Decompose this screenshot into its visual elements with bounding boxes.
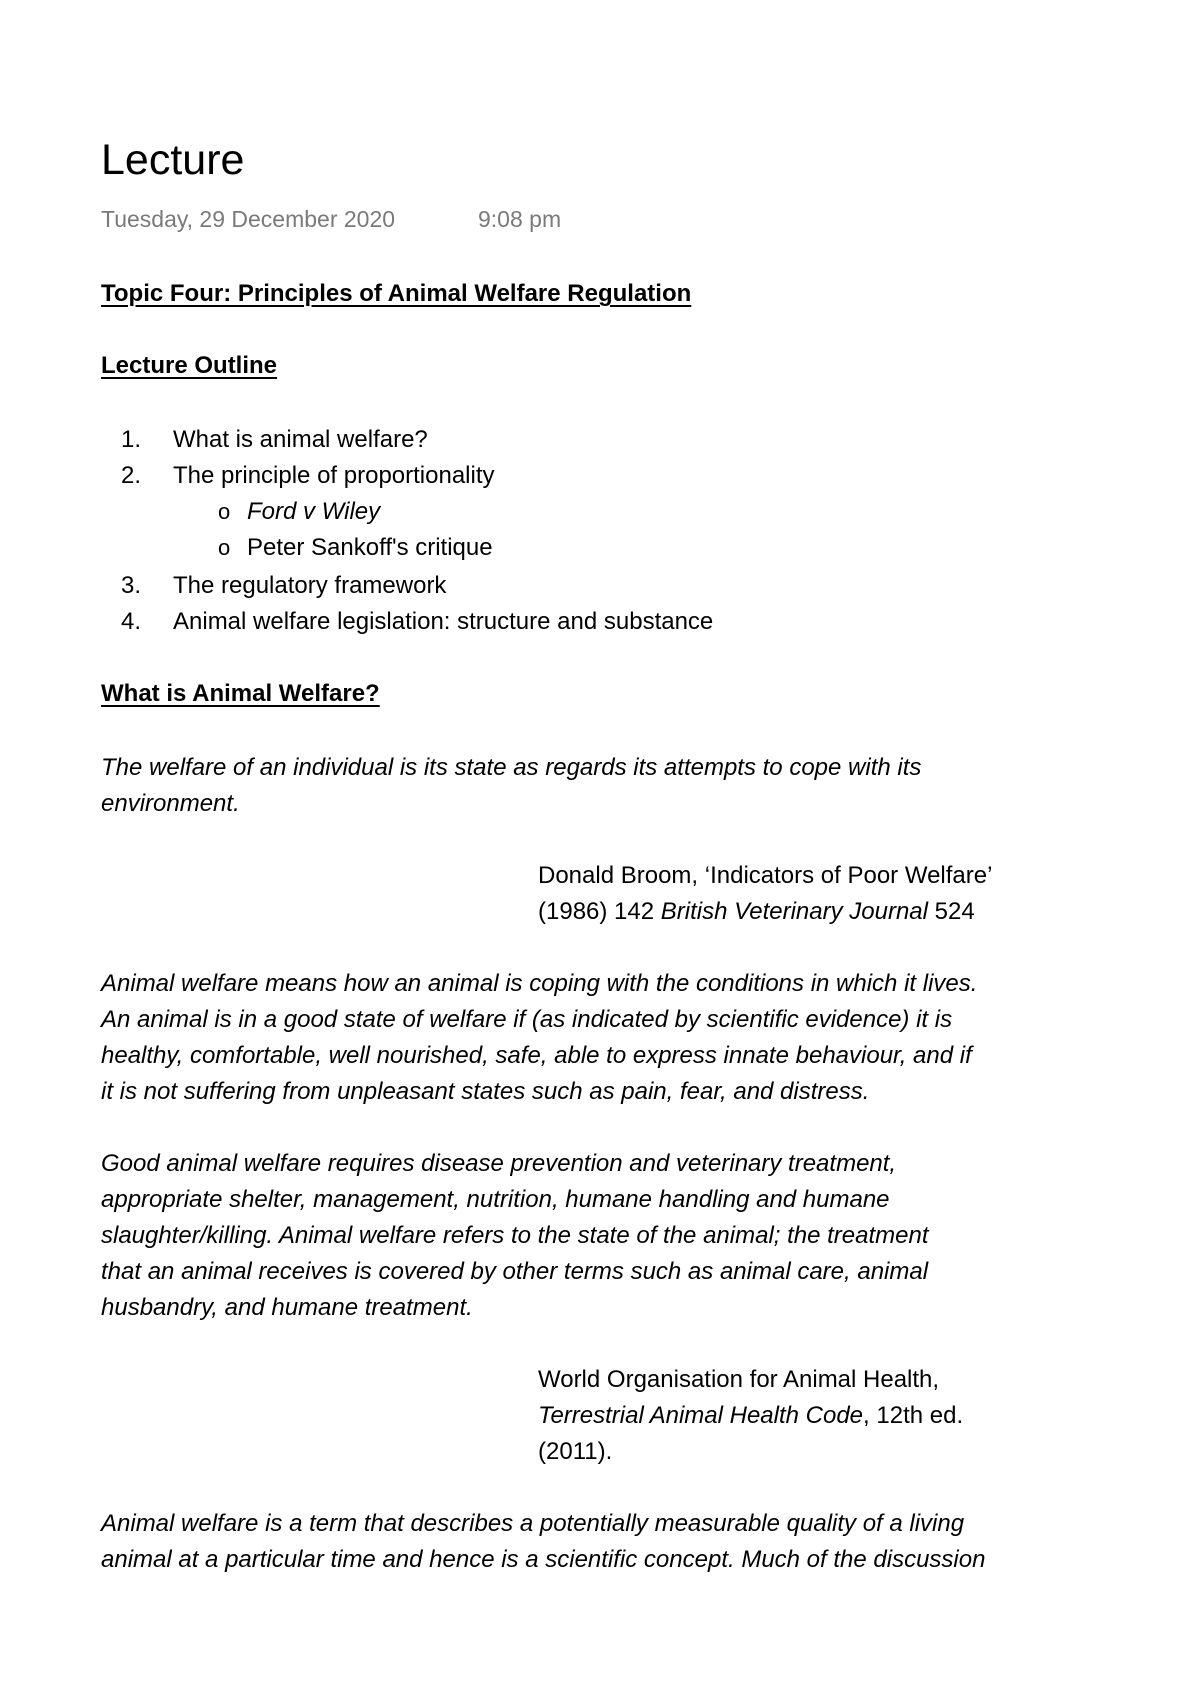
list-item-text: Animal welfare legislation: structure and substance (173, 608, 714, 635)
citation-line: (2011). (538, 1438, 613, 1465)
list-item-number: 3. (120, 572, 141, 599)
section-heading: What is Animal Welfare? (101, 680, 380, 707)
quote-line: that an animal receives is covered by other terms such as animal care, animal (101, 1258, 929, 1285)
note-date: Tuesday, 29 December 2020 (101, 206, 396, 232)
quote-line: Animal welfare is a term that describes a potentially measurable quality of a living (101, 1510, 965, 1537)
quote-line: Animal welfare means how an animal is coping with the conditions in which it lives. (101, 970, 978, 997)
quote-line: An animal is in a good state of welfare if (as indicated by scientific evidence) it is (101, 1006, 953, 1033)
bullet-marker: o (218, 535, 231, 560)
list-item-number: 2. (120, 462, 141, 489)
list-item-text: The regulatory framework (173, 572, 447, 599)
citation-text: , 12th ed. (863, 1402, 964, 1429)
outline-heading: Lecture Outline (101, 352, 278, 379)
sub-list-item-text: Ford v Wiley (247, 498, 381, 525)
citation-text: (1986) 142 (538, 898, 661, 925)
quote-line: it is not suffering from unpleasant states such as pain, fear, and distress. (101, 1078, 870, 1105)
quote-line: slaughter/killing. Animal welfare refers to the state of the animal; the treatment (101, 1222, 929, 1249)
quote-line: environment. (101, 790, 240, 817)
list-item-text: The principle of proportionality (173, 462, 495, 489)
page-title: Lecture (101, 136, 245, 184)
topic-heading: Topic Four: Principles of Animal Welfare Regulation (101, 280, 692, 307)
quote-line: husbandry, and humane treatment. (101, 1294, 473, 1321)
quote-line: Good animal welfare requires disease prevention and veterinary treatment, (101, 1150, 897, 1177)
quote-line: healthy, comfortable, well nourished, safe, able to express innate behaviour, and if (101, 1042, 972, 1069)
publication-name: Terrestrial Animal Health Code (538, 1402, 864, 1429)
citation-line: Donald Broom, ‘Indicators of Poor Welfare’ (538, 862, 993, 889)
citation-line (538, 896, 975, 928)
quote-line: The welfare of an individual is its state as regards its attempts to cope with its (101, 754, 922, 781)
citation-text: 524 (928, 898, 975, 925)
note-time: 9:08 pm (478, 206, 562, 232)
citation-line: World Organisation for Animal Health, (538, 1366, 940, 1393)
sub-list-item-text: Peter Sankoff's critique (247, 534, 493, 561)
bullet-marker: o (218, 499, 231, 524)
quote-line: animal at a particular time and hence is a scientific concept. Much of the discussion (101, 1546, 986, 1573)
quote-line: appropriate shelter, management, nutrition, humane handling and humane (101, 1186, 890, 1213)
list-item-text: What is animal welfare? (173, 426, 428, 453)
journal-name: British Veterinary Journal (660, 898, 928, 925)
list-item-number: 1. (120, 426, 141, 453)
citation-line (538, 1400, 963, 1432)
list-item-number: 4. (120, 608, 141, 635)
